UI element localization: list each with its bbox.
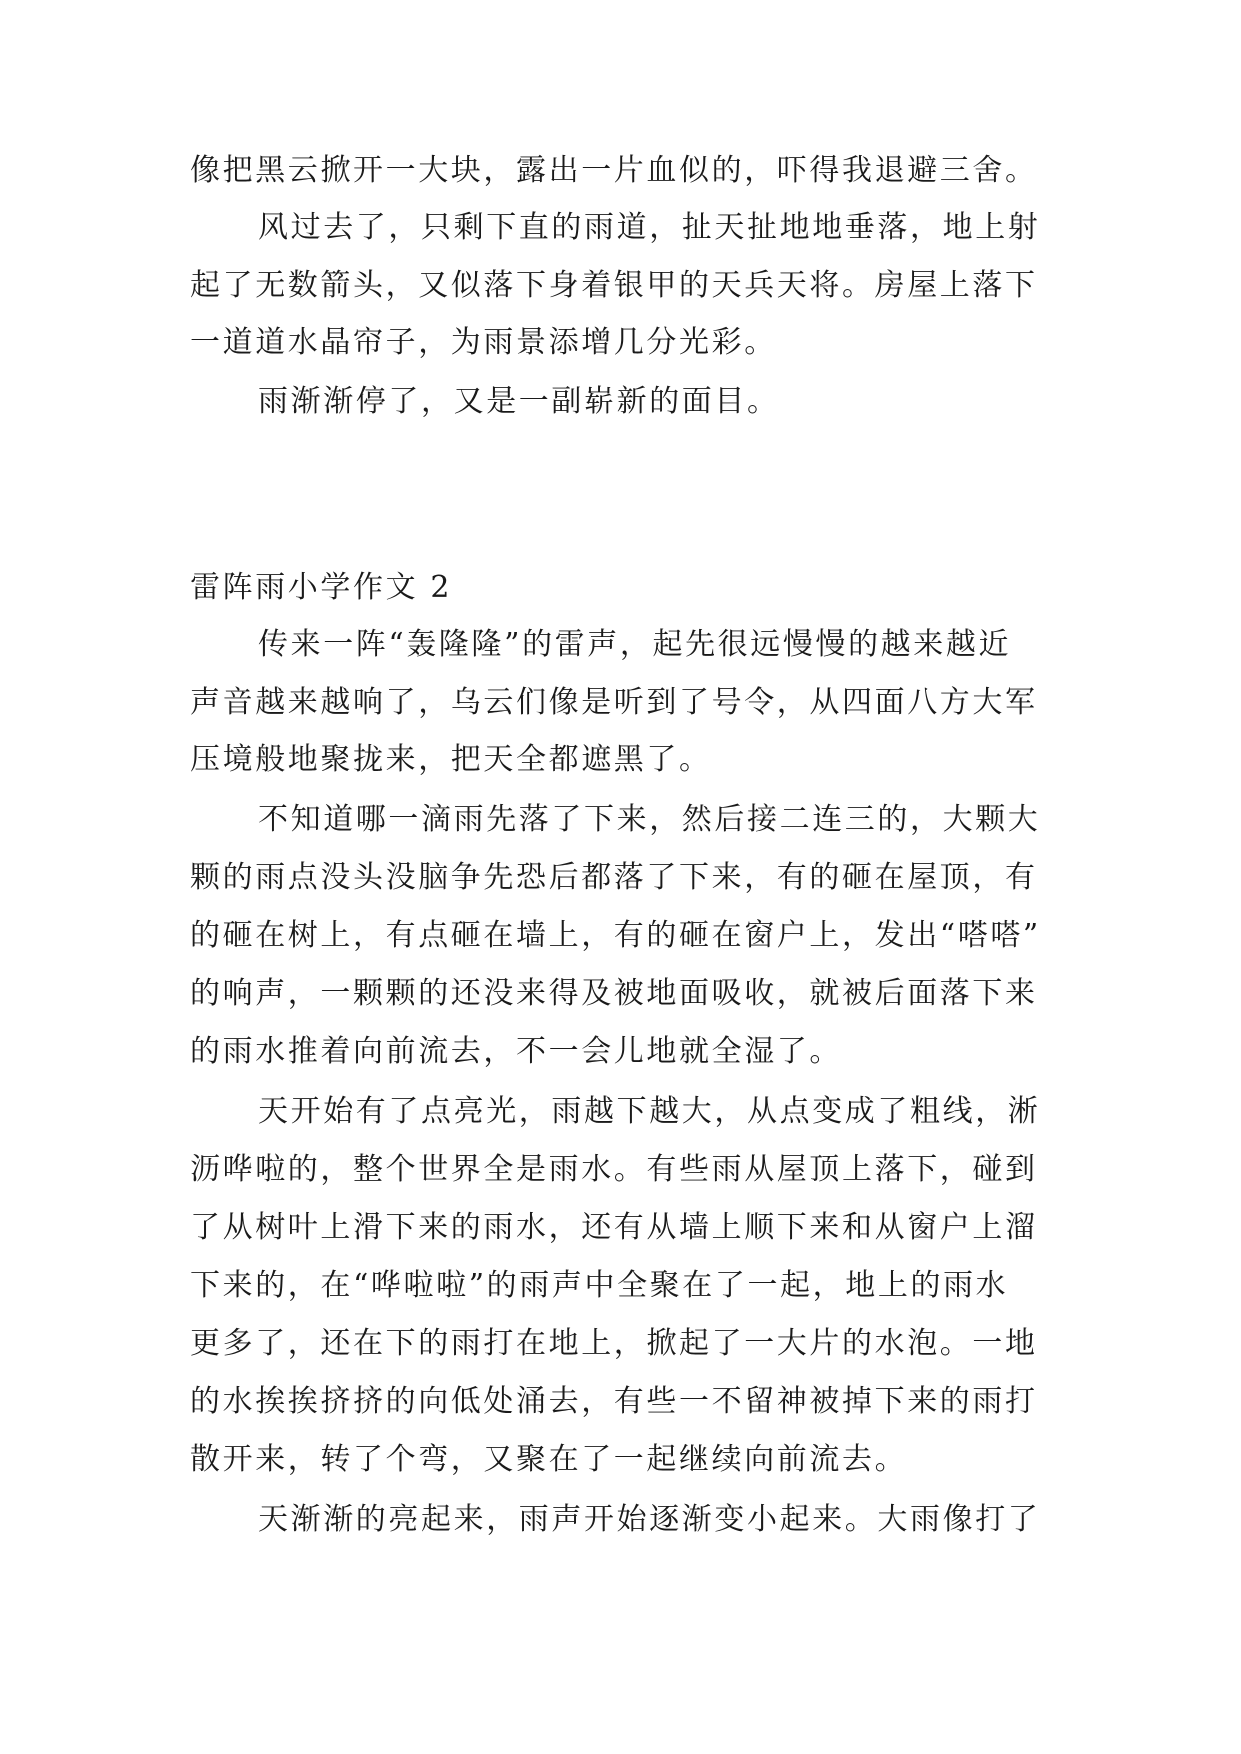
text-line: 天开始有了点亮光，雨越下越大，从点变成了粗线，淅 [258,1094,1041,1129]
text-line: 颗的雨点没头没脑争先恐后都落了下来，有的砸在屋顶，有 [190,860,1038,895]
text-line: 的响声，一颗颗的还没来得及被地面吸收，就被后面落下来 [190,976,1038,1011]
text-line: 的雨水推着向前流去，不一会儿地就全湿了。 [190,1034,842,1069]
text-line: 一道道水晶帘子，为雨景添增几分光彩。 [190,325,777,360]
text-line: 雨渐渐停了，又是一副崭新的面目。 [258,384,780,419]
text-line: 更多了，还在下的雨打在地上，掀起了一大片的水泡。一地 [190,1326,1038,1361]
text-line: 沥哗啦的，整个世界全是雨水。有些雨从屋顶上落下，碰到 [190,1152,1038,1187]
text-line: 的砸在树上，有点砸在墙上，有的砸在窗户上，发出“嗒嗒” [190,918,1041,953]
text-line: 了从树叶上滑下来的雨水，还有从墙上顺下来和从窗户上溜 [190,1210,1038,1245]
text-line: 不知道哪一滴雨先落了下来，然后接二连三的，大颗大 [258,802,1041,837]
text-line: 像把黑云掀开一大块，露出一片血似的，吓得我退避三舍。 [190,153,1038,188]
text-line: 下来的，在“哗啦啦”的雨声中全聚在了一起，地上的雨水 [190,1268,1009,1303]
text-line: 的水挨挨挤挤的向低处涌去，有些一不留神被掉下来的雨打 [190,1384,1038,1419]
section-heading: 雷阵雨小学作文 2 [190,570,453,605]
text-line: 压境般地聚拢来，把天全都遮黑了。 [190,742,712,777]
text-line: 声音越来越响了，乌云们像是听到了号令，从四面八方大军 [190,685,1038,720]
text-line: 起了无数箭头，又似落下身着银甲的天兵天将。房屋上落下 [190,268,1038,303]
text-line: 风过去了，只剩下直的雨道，扯天扯地地垂落，地上射 [258,210,1041,245]
text-line: 散开来，转了个弯，又聚在了一起继续向前流去。 [190,1442,908,1477]
text-line: 传来一阵“轰隆隆”的雷声，起先很远慢慢的越来越近 [258,627,1012,662]
text-line: 天渐渐的亮起来，雨声开始逐渐变小起来。大雨像打了 [258,1502,1041,1537]
